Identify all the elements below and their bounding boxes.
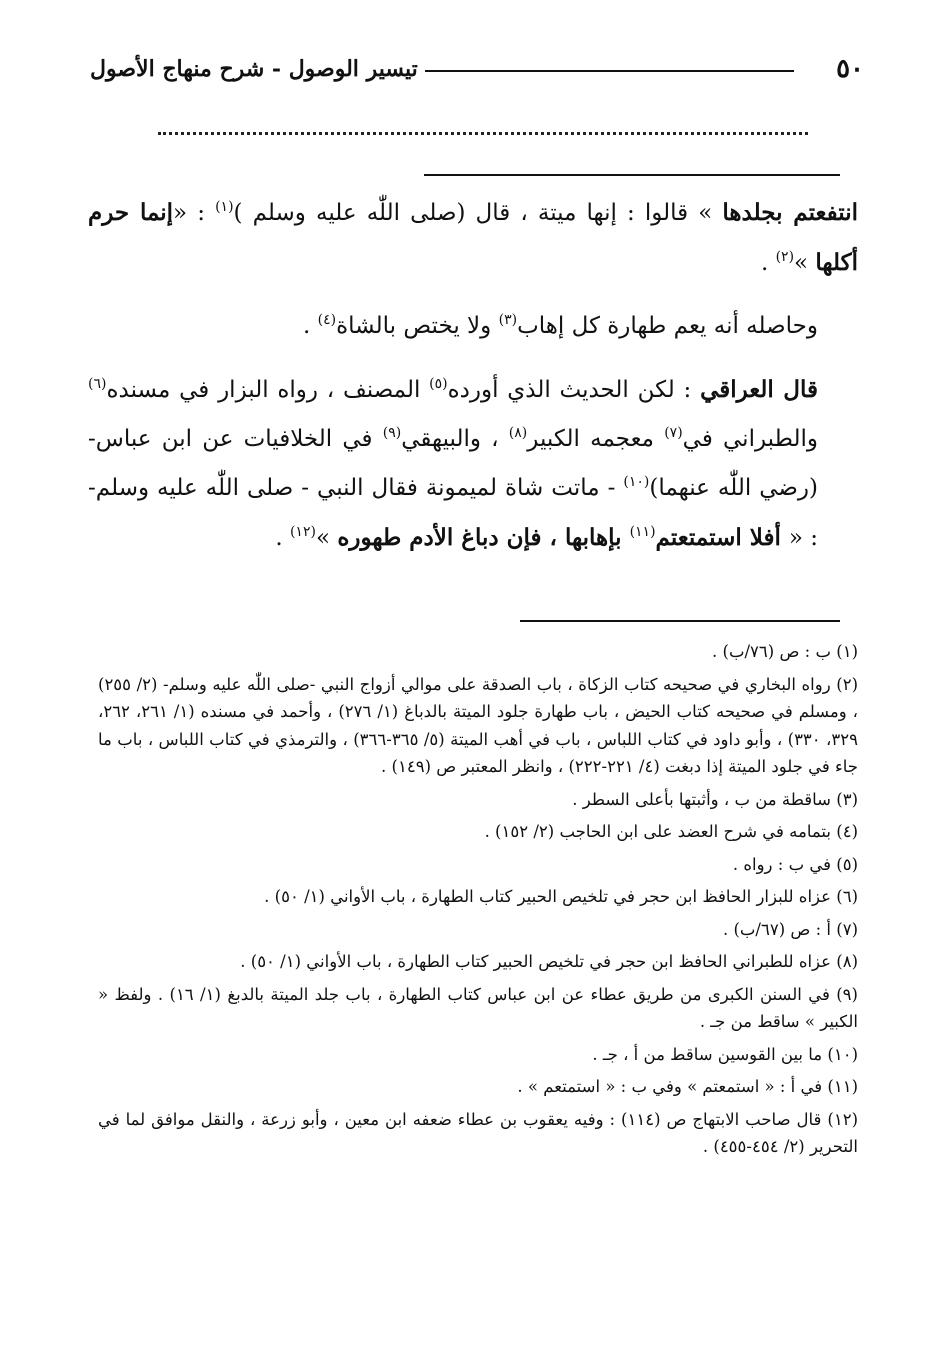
paragraph-1 <box>88 188 858 288</box>
footnote-ref: (٨) <box>508 425 528 441</box>
speaker-label: قال العراقي <box>700 376 818 403</box>
footnote-ref: (١١) <box>629 524 656 540</box>
hadith-text: إنما حرم أكلها <box>88 199 858 276</box>
footnote: (٢) رواه البخاري في صحيحه كتاب الزكاة ، باب الصدقة على موالي أزواج النبي -صلى اللّٰه عليه وسلم- (٢/ ٢٥٥) ، ومسلم في صحيحه كتاب الحيض ، باب طهارة جلود الميتة بالدباغ (١/ ٢٧٦) ، وأحمد في مسنده (١/ ٢٦١، ٢٦٢، ٣٢٩، ٣٣٠) ، وأبو داود في كتاب اللباس ، باب في أهب الميتة (٥/ ٣٦٥-٣٦٦) ، والترمذي في كتاب اللباس ، باب ما جاء في جلود الميتة إذا دبغت (٤/ ٢٢١-٢٢٢) ، وانظر المعتبر ص (١٤٩) . <box>98 674 859 776</box>
footnote-ref: (٣) <box>498 312 518 328</box>
text-span: . <box>760 250 776 276</box>
footnote-ref: (١٠) <box>623 474 650 490</box>
footnote: (١) ب : ص (٧٦/ب) . <box>712 642 858 661</box>
dotted-separator <box>158 132 808 135</box>
text-span: » <box>794 250 816 276</box>
text-span: ولا يختص بالشاة <box>336 313 499 339</box>
footnote-ref: (١٢) <box>289 524 316 540</box>
text-span: المصنف ، رواه البزار في مسنده <box>106 377 430 403</box>
footnote-ref: (٩) <box>382 425 402 441</box>
footnote: (٧) أ : ص (٦٧/ب) . <box>722 919 858 939</box>
text-span: . <box>275 525 290 551</box>
footnote-ref: (٦) <box>88 376 107 392</box>
footnote: (٥) في ب : رواه . <box>732 854 858 874</box>
header-rule <box>425 70 794 72</box>
text-span: والطبراني في <box>682 426 818 452</box>
footnote: (٨) عزاه للطبراني الحافظ ابن حجر في تلخيص الحبير كتاب الطهارة ، باب الأواني (١/ ٥٠) . <box>240 952 858 971</box>
hadith-text: انتفعتم بجلدها <box>722 199 858 226</box>
page-number: ٥٠ <box>836 54 864 84</box>
footnote: (١٢) قال صاحب الابتهاج ص (١١٤) : وفيه يعقوب بن عطاء ضعفه ابن معين ، وأبو زرعة ، والنقل موافق لما في التحرير (٢/ ٤٥٤-٤٥٥) . <box>98 1109 858 1156</box>
main-text <box>88 188 858 577</box>
hadith-text: بإهابها ، فإن دباغ الأدم طهوره <box>337 524 630 551</box>
text-span: : « <box>173 200 216 226</box>
running-header <box>90 52 864 92</box>
paragraph-2 <box>88 302 858 351</box>
footnote: (٩) في السنن الكبرى من طريق عطاء عن ابن عباس كتاب الطهارة ، باب جلد الميتة بالدبغ (١/ ١٦) . ولفظ « الكبير » ساقط من جـ . <box>98 984 858 1031</box>
footnote-ref: (٥) <box>429 376 448 392</box>
text-span: » <box>315 525 338 551</box>
footnote-ref: (٧) <box>664 425 683 441</box>
text-span: في الخلافيات عن ابن عباس- (رضي اللّٰه عنهما) <box>88 426 818 501</box>
text-span: - ماتت شاة لميمونة فقال النبي - صلى اللّٰه عليه وسلم- : « <box>88 475 818 551</box>
paragraph-3 <box>88 365 858 563</box>
footnote: (٣) ساقطة من ب ، وأثبتها بأعلى السطر . <box>572 789 858 809</box>
footnote-rule <box>520 620 840 622</box>
text-span: : لكن الحديث الذي أورده <box>447 377 701 403</box>
text-span: . <box>302 313 318 339</box>
footnote-ref: (٤) <box>317 312 337 328</box>
footnote: (٦) عزاه للبزار الحافظ ابن حجر في تلخيص الحبير كتاب الطهارة ، باب الأواني (١/ ٥٠) . <box>264 887 858 906</box>
text-span: معجمه الكبير <box>527 426 665 452</box>
footnote: (١٠) ما بين القوسين ساقط من أ ، جـ . <box>592 1044 858 1064</box>
footnote: (١١) في أ : « استمعتم » وفي ب : « استمتعم » . <box>517 1077 858 1096</box>
hadith-text: أفلا استمتعتم <box>655 524 789 551</box>
footnote-ref: (١) <box>215 199 234 215</box>
running-title: تيسير الوصول - شرح منهاج الأصول <box>90 56 418 82</box>
section-rule <box>424 174 840 176</box>
text-span: وحاصله أنه يعم طهارة كل إهاب <box>517 313 818 339</box>
text-span: ، والبيهقي <box>401 426 509 452</box>
text-span: » قالوا : إنها ميتة ، قال (صلى اللّٰه عليه وسلم ) <box>233 200 723 226</box>
footnotes <box>98 638 858 1166</box>
footnote-ref: (٢) <box>775 249 795 265</box>
footnote: (٤) بتمامه في شرح العضد على ابن الحاجب (٢/ ١٥٢) . <box>484 822 858 841</box>
